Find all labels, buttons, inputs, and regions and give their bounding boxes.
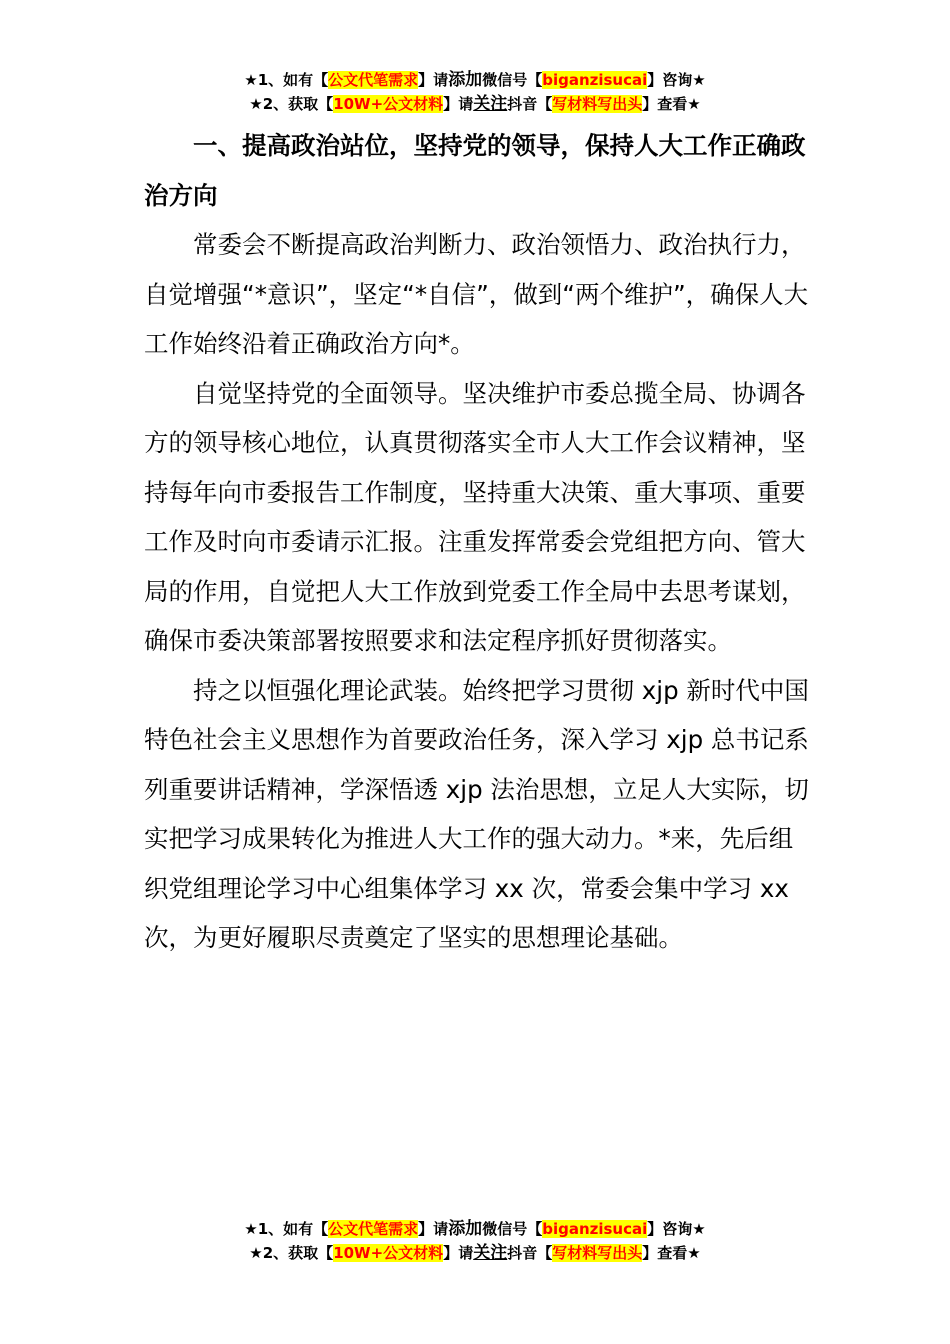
footer-line-1-highlight-service: 公文代笔需求	[328, 1220, 419, 1238]
footer-line-1-text: 】请	[418, 1220, 449, 1238]
header-line-2-text: 】请	[443, 95, 474, 113]
footer-line-1-add: 添加	[448, 1219, 483, 1239]
paragraph-1: 常委会不断提高政治判断力、政治领悟力、政治执行力，自觉增强“*意识”，坚定“*自信”，做到“两个维护”，确保人大工作始终沿着正确政治方向*。	[144, 230, 809, 358]
footer-line-2	[0, 1241, 950, 1265]
footer-line-1-wechat-id: biganzisucai	[542, 1220, 648, 1238]
header-line-1-highlight-service: 公文代笔需求	[328, 71, 419, 89]
footer-line-1-suffix: 】咨询★	[647, 1220, 706, 1238]
footer-line-2-prefix: ★2、获取【	[249, 1244, 334, 1262]
header-line-1-text: 】请	[418, 71, 449, 89]
footer-line-1-prefix: ★1、如有【	[244, 1220, 329, 1238]
footer-banner	[0, 1217, 950, 1265]
footer-line-2-douyin-account: 写材料写出头	[552, 1244, 643, 1262]
header-line-2-prefix: ★2、获取【	[249, 95, 334, 113]
header-line-2-highlight-materials: 10W+公文材料	[333, 95, 444, 113]
paragraph-3: 持之以恒强化理论武装。始终把学习贯彻 xjp 新时代中国特色社会主义思想作为首要政治任务，深入学习 xjp 总书记系列重要讲话精神，学深悟透 xjp 法治思想，立足人大实际，切实把学习成果转化为推进人大工作的强大动力。*来，先后组织党组理论学习中心组集体学习 xx 次，常委会集中学习 xx 次，为更好履职尽责奠定了坚实的思想理论基础。	[144, 675, 809, 952]
footer-line-1	[0, 1217, 950, 1241]
header-line-1-prefix: ★1、如有【	[244, 71, 329, 89]
footer-line-2-highlight-materials: 10W+公文材料	[333, 1244, 444, 1262]
header-banner	[0, 68, 950, 116]
footer-line-2-text: 】请	[443, 1244, 474, 1262]
header-line-1-suffix: 】咨询★	[647, 71, 706, 89]
document-body	[144, 121, 814, 963]
section-heading: 一、提高政治站位，坚持党的领导，保持人大工作正确政治方向	[144, 131, 806, 210]
header-line-2-douyin-account: 写材料写出头	[552, 95, 643, 113]
footer-line-1-wechat-label: 微信号【	[482, 1220, 543, 1238]
header-line-2-suffix: 】查看★	[642, 95, 701, 113]
paragraph-2: 自觉坚持党的全面领导。坚决维护市委总揽全局、协调各方的领导核心地位，认真贯彻落实全市人大工作会议精神，坚持每年向市委报告工作制度，坚持重大决策、重大事项、重要工作及时向市委请示汇报。注重发挥常委会党组把方向、管大局的作用，自觉把人大工作放到党委工作全局中去思考谋划，确保市委决策部署按照要求和法定程序抓好贯彻落实。	[144, 378, 806, 655]
footer-line-2-douyin-label: 抖音【	[507, 1244, 553, 1262]
header-line-1-wechat-label: 微信号【	[482, 71, 543, 89]
header-line-2	[0, 92, 950, 116]
header-line-1-add: 添加	[448, 70, 483, 90]
footer-line-2-follow: 关注	[473, 1243, 508, 1263]
footer-line-2-suffix: 】查看★	[642, 1244, 701, 1262]
header-line-2-follow: 关注	[473, 94, 508, 114]
header-line-1	[0, 68, 950, 92]
header-line-1-wechat-id: biganzisucai	[542, 71, 648, 89]
header-line-2-douyin-label: 抖音【	[507, 95, 553, 113]
